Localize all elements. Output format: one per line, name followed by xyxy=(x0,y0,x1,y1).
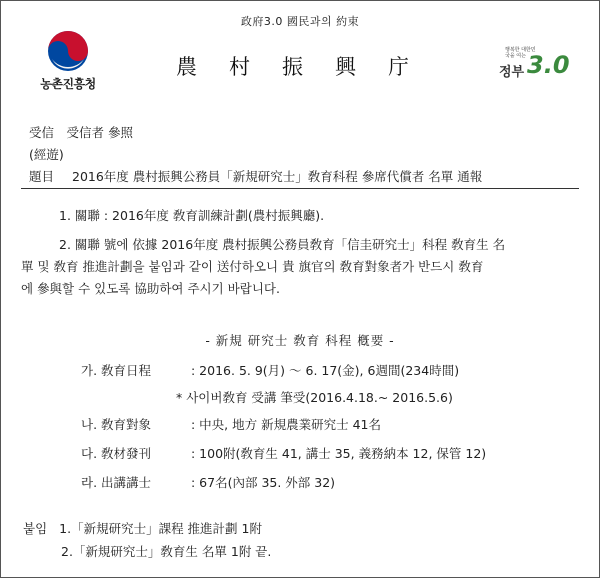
paragraph-2-line-2: 單 및 敎育 推進計劃을 붙임과 같이 送付하오니 貴 旗官의 敎育對象者가 반드시 敎育 xyxy=(21,259,484,274)
attachment-line-2 xyxy=(61,542,271,560)
gov30-slogan: 행복한 대한민국을 여는 xyxy=(505,47,536,59)
subject-line xyxy=(29,167,482,185)
detail-label: 다. 敎材發刊 xyxy=(81,446,152,461)
detail-row xyxy=(81,415,381,433)
paragraph-2-line-1: 2. 關聯 號에 依據 2016年度 農村振興公務員敎育「信圭研究士」科程 敎育生 名 xyxy=(59,237,506,252)
attachment-label: 붙임 xyxy=(23,521,48,536)
detail-label: 라. 出講講士 xyxy=(81,475,152,490)
government-motto: 政府3.0 國民과의 約束 xyxy=(240,15,360,28)
subject-label: 題目 xyxy=(29,169,55,184)
subject-text: 2016年度 農村振興公務員「新規研究士」敎育科程 參席代償者 名單 通報 xyxy=(72,169,483,184)
detail-value: : 2016. 5. 9(月) ～ 6. 17(金), 6週間(234時間) xyxy=(191,363,460,378)
via-line: (經遊) xyxy=(29,147,64,162)
detail-value: * 사이버敎育 受講 筆受(2016.4.18.~ 2016.5.6) xyxy=(176,390,453,405)
detail-row xyxy=(81,361,459,379)
taeguk-emblem-icon xyxy=(46,29,90,73)
detail-value: : 67名(內部 35. 外部 32) xyxy=(191,475,336,490)
attachment-line-1 xyxy=(23,519,262,537)
gov30-version: 3.0 xyxy=(527,51,570,79)
agency-title: 農村振興庁 xyxy=(176,55,441,79)
gov30-gov-text: 정부 xyxy=(499,65,525,80)
attachment-item: 1.「新規研究士」課程 推進計劃 1附 xyxy=(59,521,262,536)
detail-label: 나. 敎育對象 xyxy=(81,417,152,432)
detail-value: : 中央, 地方 新規農業研究士 41名 xyxy=(191,417,381,432)
detail-value: : 100附(敎育生 41, 講士 35, 義務納本 12, 保管 12) xyxy=(191,446,487,461)
gov30-logo xyxy=(499,41,579,81)
summary-title: - 新規 研究士 敎育 科程 槪要 - xyxy=(205,333,395,348)
subject-divider xyxy=(21,188,579,189)
recipient-line: 受信 受信者 參照 xyxy=(29,125,133,140)
detail-label: 가. 敎育日程 xyxy=(81,363,152,378)
paragraph-2-line-3: 에 參與할 수 있도록 協助하여 주시기 바랍니다. xyxy=(21,281,280,296)
rda-logo-name: 농촌진흥청 xyxy=(40,77,96,91)
detail-row xyxy=(176,388,453,406)
rda-logo xyxy=(23,29,113,92)
attachment-item: 2.「新規研究士」敎育生 名單 1附 끝. xyxy=(61,544,272,559)
detail-row xyxy=(81,473,335,491)
detail-row xyxy=(81,444,486,462)
paragraph-1: 1. 關聯 : 2016年度 敎育訓練計劃(農村振興廳). xyxy=(59,208,325,223)
